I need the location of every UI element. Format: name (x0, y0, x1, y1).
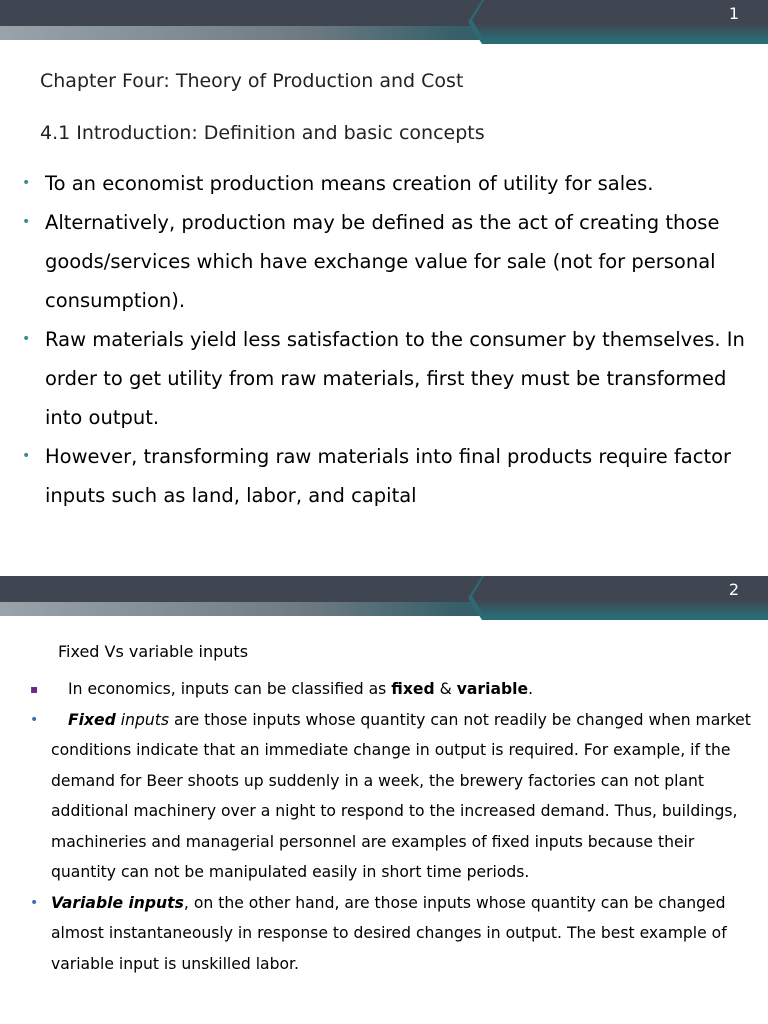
page-number: 1 (728, 4, 740, 23)
bullet-icon: • (22, 331, 31, 347)
slide-title: Fixed Vs variable inputs (58, 642, 249, 661)
list-item: • Raw materials yield less satisfaction to the consumer by themselves. In order to get utility from raw materials, first they must be transformed into output. (20, 320, 750, 437)
bullet-icon: • (30, 711, 39, 728)
bullet-icon: • (30, 894, 39, 911)
square-bullet-icon: ▪ (30, 682, 39, 696)
bullet-icon: • (22, 448, 31, 464)
list-item: ▪ In economics, inputs can be classified as fixed & variable. (30, 674, 760, 705)
slide-2 (0, 576, 768, 1024)
bullet-list (30, 674, 760, 979)
list-item: • Variable inputs, on the other hand, are those inputs whose quantity can be changed almost instantaneously in response to desired changes in output. The best example of variable input is unskilled labor. (30, 888, 760, 980)
bullet-list (20, 164, 750, 515)
page-number: 2 (728, 580, 740, 599)
section-title: 4.1 Introduction: Definition and basic concepts (40, 122, 485, 144)
list-item: • However, transforming raw materials into final products require factor inputs such as land, labor, and capital (20, 437, 750, 515)
list-item: • Alternatively, production may be defined as the act of creating those goods/services which have exchange value for sale (not for personal consumption). (20, 203, 750, 320)
list-item: • Fixed inputs are those inputs whose quantity can not readily be changed when market conditions indicate that an immediate change in output is required. For example, if the demand for Beer shoots up suddenly in a week, the brewery factories can not plant additional machinery over a night to respond to the increased demand. Thus, buildings, machineries and managerial personnel are examples of fixed inputs because their quantity can not be manipulated easily in short time periods. (30, 705, 760, 888)
bullet-icon: • (22, 214, 31, 230)
chapter-title: Chapter Four: Theory of Production and Cost (40, 70, 464, 92)
bullet-icon: • (22, 175, 31, 191)
list-item: • To an economist production means creation of utility for sales. (20, 164, 750, 203)
slide-gap (0, 548, 768, 576)
